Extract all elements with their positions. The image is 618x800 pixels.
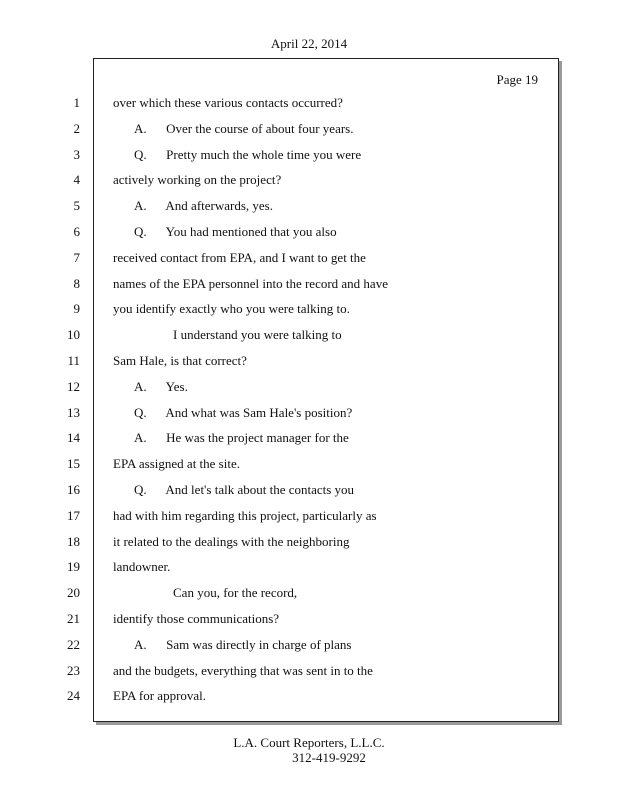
transcript-line-text: A. And afterwards, yes. bbox=[134, 198, 273, 213]
line-number: 17 bbox=[67, 508, 80, 523]
line-number: 2 bbox=[73, 121, 80, 136]
line-number: 6 bbox=[73, 224, 80, 239]
transcript-line-text: names of the EPA personnel into the record and have bbox=[113, 276, 388, 291]
transcript-line-text: Q. You had mentioned that you also bbox=[134, 224, 337, 239]
transcript-line-text: A. He was the project manager for the bbox=[134, 430, 349, 445]
line-number: 13 bbox=[67, 405, 80, 420]
transcript-line-text: A. Yes. bbox=[134, 379, 188, 394]
line-number: 23 bbox=[67, 663, 80, 678]
line-number: 1 bbox=[73, 95, 80, 110]
transcript-line-text: A. Over the course of about four years. bbox=[134, 121, 354, 136]
transcript-line-text: over which these various contacts occurred? bbox=[113, 95, 343, 110]
line-number: 21 bbox=[67, 611, 80, 626]
transcript-line-text: Sam Hale, is that correct? bbox=[113, 353, 247, 368]
transcript-line-text: I understand you were talking to bbox=[173, 327, 342, 342]
transcript-line-text: you identify exactly who you were talking to. bbox=[113, 301, 350, 316]
line-number: 19 bbox=[67, 559, 80, 574]
line-number: 18 bbox=[67, 534, 80, 549]
transcript-line-text: EPA assigned at the site. bbox=[113, 456, 240, 471]
line-number: 10 bbox=[67, 327, 80, 342]
line-number: 7 bbox=[73, 250, 80, 265]
line-number: 12 bbox=[67, 379, 80, 394]
line-number: 11 bbox=[67, 353, 80, 368]
line-number: 14 bbox=[67, 430, 80, 445]
line-number: 4 bbox=[73, 172, 80, 187]
transcript-date: April 22, 2014 bbox=[270, 36, 348, 51]
line-number: 20 bbox=[67, 585, 80, 600]
transcript-line-text: landowner. bbox=[113, 559, 171, 574]
transcript-line-text: had with him regarding this project, particularly as bbox=[113, 508, 377, 523]
line-number: 15 bbox=[67, 456, 80, 471]
line-number: 16 bbox=[67, 482, 80, 497]
line-number: 24 bbox=[67, 688, 80, 703]
page-number: Page 19 bbox=[496, 72, 538, 87]
line-number: 22 bbox=[67, 637, 80, 652]
transcript-line-text: Can you, for the record, bbox=[173, 585, 298, 600]
transcript-line-text: identify those communications? bbox=[113, 611, 280, 626]
transcript-line-text: A. Sam was directly in charge of plans bbox=[134, 637, 352, 652]
transcript-line-text: and the budgets, everything that was sent in to the bbox=[113, 663, 373, 678]
footer-phone: 312-419-9292 bbox=[292, 750, 366, 765]
transcript-line-text: Q. And let's talk about the contacts you bbox=[134, 482, 355, 497]
transcript-line-text: EPA for approval. bbox=[113, 688, 207, 703]
transcript-line-text: it related to the dealings with the neighboring bbox=[113, 534, 350, 549]
transcript-line-text: Q. And what was Sam Hale's position? bbox=[134, 405, 353, 420]
line-number: 8 bbox=[73, 276, 80, 291]
transcript-line-text: Q. Pretty much the whole time you were bbox=[134, 147, 362, 162]
line-number: 9 bbox=[73, 301, 80, 316]
footer-company: L.A. Court Reporters, L.L.C. bbox=[233, 735, 385, 750]
line-number: 3 bbox=[73, 147, 80, 162]
transcript-line-text: actively working on the project? bbox=[113, 172, 282, 187]
line-number: 5 bbox=[73, 198, 80, 213]
transcript-line-text: received contact from EPA, and I want to get the bbox=[113, 250, 366, 265]
